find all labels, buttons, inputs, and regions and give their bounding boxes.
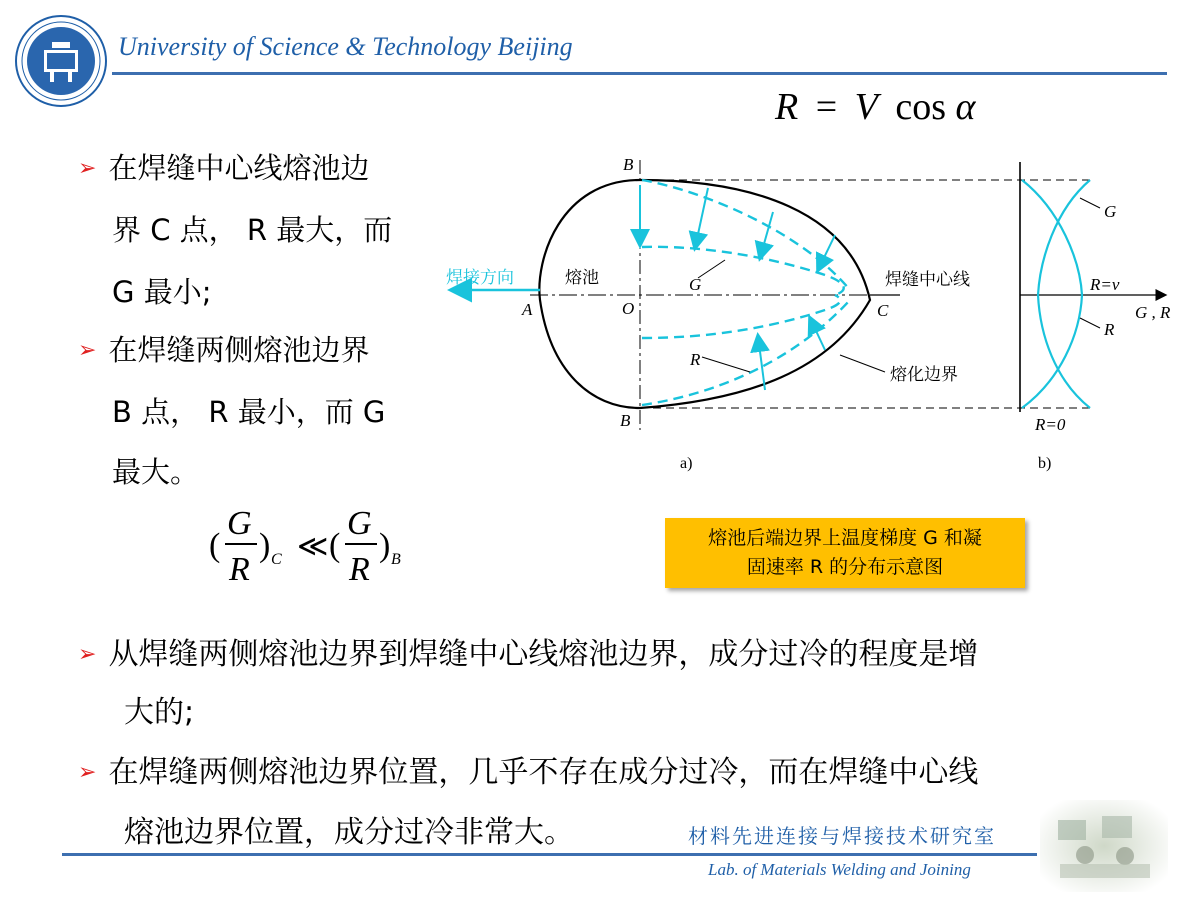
bullet-3-line-1: ➢ 从焊缝两侧熔池边界到焊缝中心线熔池边界，成分过冷的程度是增 <box>78 637 979 672</box>
label-welding-direction: 焊接方向 <box>446 268 514 288</box>
label-o: O <box>622 299 635 318</box>
footer-lab-cn: 材料先进连接与焊接技术研究室 <box>688 824 996 848</box>
footer-lab-en: Lab. of Materials Welding and Joining <box>708 860 971 879</box>
formula-alpha: α <box>955 86 976 128</box>
formula-cos: cos <box>895 86 947 128</box>
label-c: C <box>877 301 889 320</box>
label-b-top: B <box>623 155 634 174</box>
university-seal-icon <box>14 14 108 108</box>
bullet-1-line-2: 界 C 点， R 最大，而 <box>112 213 393 247</box>
formula-eq: = <box>815 86 838 128</box>
ratio-formula <box>205 500 420 590</box>
label-b-bottom: B <box>620 411 631 430</box>
svg-text:): ) <box>259 527 271 564</box>
bullet-1-line-3: G 最小; <box>112 275 212 309</box>
svg-text:G: G <box>347 505 372 542</box>
header-rule <box>112 72 1167 75</box>
label-r0: R=0 <box>1035 415 1066 434</box>
label-r-v: R=v <box>1090 275 1120 294</box>
bullet-4-line-2: 熔池边界位置，成分过冷非常大。 <box>124 815 574 850</box>
label-part-a: a) <box>680 455 693 472</box>
footer-rule <box>62 853 1037 856</box>
formula-r-v-cos-alpha <box>775 85 975 129</box>
svg-text:(: ( <box>209 527 221 564</box>
bullet-arrow-icon: ➢ <box>78 338 97 363</box>
institution-title: University of Science & Technology Beijing <box>118 32 573 61</box>
svg-text:G: G <box>227 505 252 542</box>
label-part-b: b) <box>1038 455 1052 472</box>
label-centerline: 焊缝中心线 <box>885 270 970 290</box>
svg-text:C: C <box>271 551 282 568</box>
svg-text:(: ( <box>329 527 341 564</box>
bullet-arrow-icon: ➢ <box>78 642 97 667</box>
bullet-2-line-1: ➢ 在焊缝两侧熔池边界 <box>78 333 370 367</box>
weld-pool-diagram <box>440 150 1185 475</box>
label-melt-boundary: 熔化边界 <box>890 365 958 385</box>
label-axis-gr: G , R <box>1135 303 1171 322</box>
lab-photo-icon <box>1040 800 1168 892</box>
svg-text:R: R <box>349 551 370 588</box>
caption-line-1: 熔池后端边界上温度梯度 G 和凝 <box>708 527 982 549</box>
bullet-arrow-icon: ➢ <box>78 760 97 785</box>
label-g-right: G <box>1104 202 1117 221</box>
formula-r: R <box>775 86 799 128</box>
bullet-arrow-icon: ➢ <box>78 156 97 181</box>
svg-text:): ) <box>379 527 391 564</box>
svg-text:≪: ≪ <box>297 530 329 563</box>
caption-line-2: 固速率 R 的分布示意图 <box>746 556 944 578</box>
bullet-4-line-1: ➢ 在焊缝两侧熔池边界位置，几乎不存在成分过冷，而在焊缝中心线 <box>78 755 979 790</box>
melt-boundary <box>539 180 870 408</box>
svg-text:R: R <box>229 551 250 588</box>
diagram-caption <box>665 518 1025 588</box>
formula-v: V <box>854 86 878 128</box>
svg-text:B: B <box>391 551 401 568</box>
label-r: R <box>690 350 701 369</box>
bullet-2-line-3: 最大。 <box>112 455 200 489</box>
bullet-2-line-2: B 点， R 最小，而 G <box>112 395 386 429</box>
label-g: G <box>689 275 702 294</box>
label-a: A <box>522 300 533 319</box>
label-r-right: R <box>1104 320 1115 339</box>
label-pool: 熔池 <box>565 268 599 288</box>
bullet-1-line-1: ➢ 在焊缝中心线熔池边 <box>78 151 370 185</box>
bullet-3-line-2: 大的; <box>124 695 195 730</box>
